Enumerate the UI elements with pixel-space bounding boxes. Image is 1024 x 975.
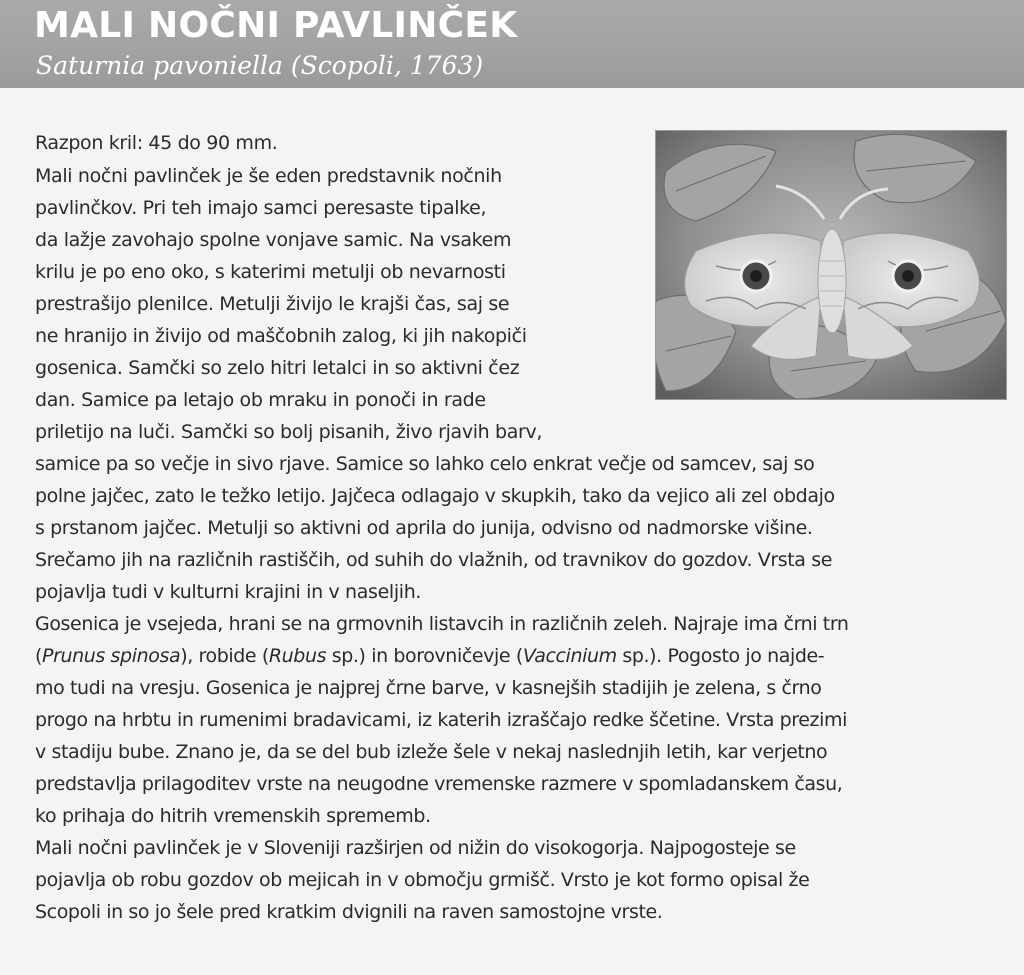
text-line: Srečamo jih na različnih rastiščih, od suhih do vlažnih, od travnikov do gozdov. Vrsta se — [35, 549, 832, 571]
header-band — [0, 0, 1024, 88]
text-line: gosenica. Samčki so zelo hitri letalci in so aktivni čez — [35, 357, 520, 379]
moth-photo — [655, 130, 1007, 400]
text-line: krilu je po eno oko, s katerimi metulji ob nevarnosti — [35, 261, 506, 283]
text-line: ne hranijo in živijo od maščobnih zalog, ki jih nakopiči — [35, 325, 527, 347]
text-line: Razpon kril: 45 do 90 mm. — [35, 132, 278, 154]
text-segment: sp.). Pogosto jo najde- — [616, 645, 825, 667]
text-line: progo na hrbtu in rumenimi bradavicami, iz katerih izraščajo redke ščetine. Vrsta prezimi — [35, 709, 847, 731]
text-line: pojavlja ob robu gozdov ob mejicah in v območju grmišč. Vrsto je kot formo opisal že — [35, 869, 810, 891]
text-segment: ( — [35, 645, 43, 667]
text-line: dan. Samice pa letajo ob mraku in ponoči in rade — [35, 389, 486, 411]
text-line-mixed — [35, 643, 824, 670]
text-line: ko prihaja do hitrih vremenskih sprememb. — [35, 805, 431, 827]
text-line: da lažje zavohajo spolne vonjave samic. Na vsakem — [35, 229, 512, 251]
text-line: priletijo na luči. Samčki so bolj pisanih, živo rjavih barv, — [35, 421, 543, 443]
genus-name-italic: Rubus — [268, 645, 327, 667]
text-line: pavlinčkov. Pri teh imajo samci peresaste tipalke, — [35, 197, 487, 219]
text-segment: ), robide ( — [180, 645, 269, 667]
text-line: polne jajčec, zato le težko letijo. Jajčeca odlagajo v skupkih, tako da vejico ali zel obdajo — [35, 485, 835, 507]
page-title: MALI NOČNI PAVLINČEK — [34, 5, 518, 46]
text-line: predstavlja prilagoditev vrste na neugodne vremenske razmere v spomladanskem času, — [35, 773, 843, 795]
text-segment: sp.) in borovničevje ( — [326, 645, 523, 667]
text-line: Mali nočni pavlinček je še eden predstavnik nočnih — [35, 165, 502, 187]
text-line: Mali nočni pavlinček je v Sloveniji razširjen od nižin do visokogorja. Najpogosteje se — [35, 837, 796, 859]
text-line: Scopoli in so jo šele pred kratkim dvignili na raven samostojne vrste. — [35, 901, 663, 923]
text-line: mo tudi na vresju. Gosenica je najprej črne barve, v kasnejših stadijih je zelena, s črno — [35, 677, 822, 699]
text-line: v stadiju bube. Znano je, da se del bub izleže šele v nekaj naslednjih letih, kar verjetno — [35, 741, 828, 763]
text-line: prestrašijo plenilce. Metulji živijo le krajši čas, saj se — [35, 293, 510, 315]
species-subtitle: Saturnia pavoniella (Scopoli, 1763) — [36, 51, 484, 80]
species-name-italic: Prunus spinosa — [42, 645, 181, 667]
text-line: s prstanom jajčec. Metulji so aktivni od aprila do junija, odvisno od nadmorske višine. — [35, 517, 813, 539]
text-line: Gosenica je vsejeda, hrani se na grmovnih listavcih in različnih zeleh. Najraje ima črni trn — [35, 613, 849, 635]
text-line: pojavlja tudi v kulturni krajini in v naseljih. — [35, 581, 422, 603]
text-line: samice pa so večje in sivo rjave. Samice so lahko celo enkrat večje od samcev, saj so — [35, 453, 815, 475]
genus-name-italic: Vaccinium — [522, 645, 617, 667]
